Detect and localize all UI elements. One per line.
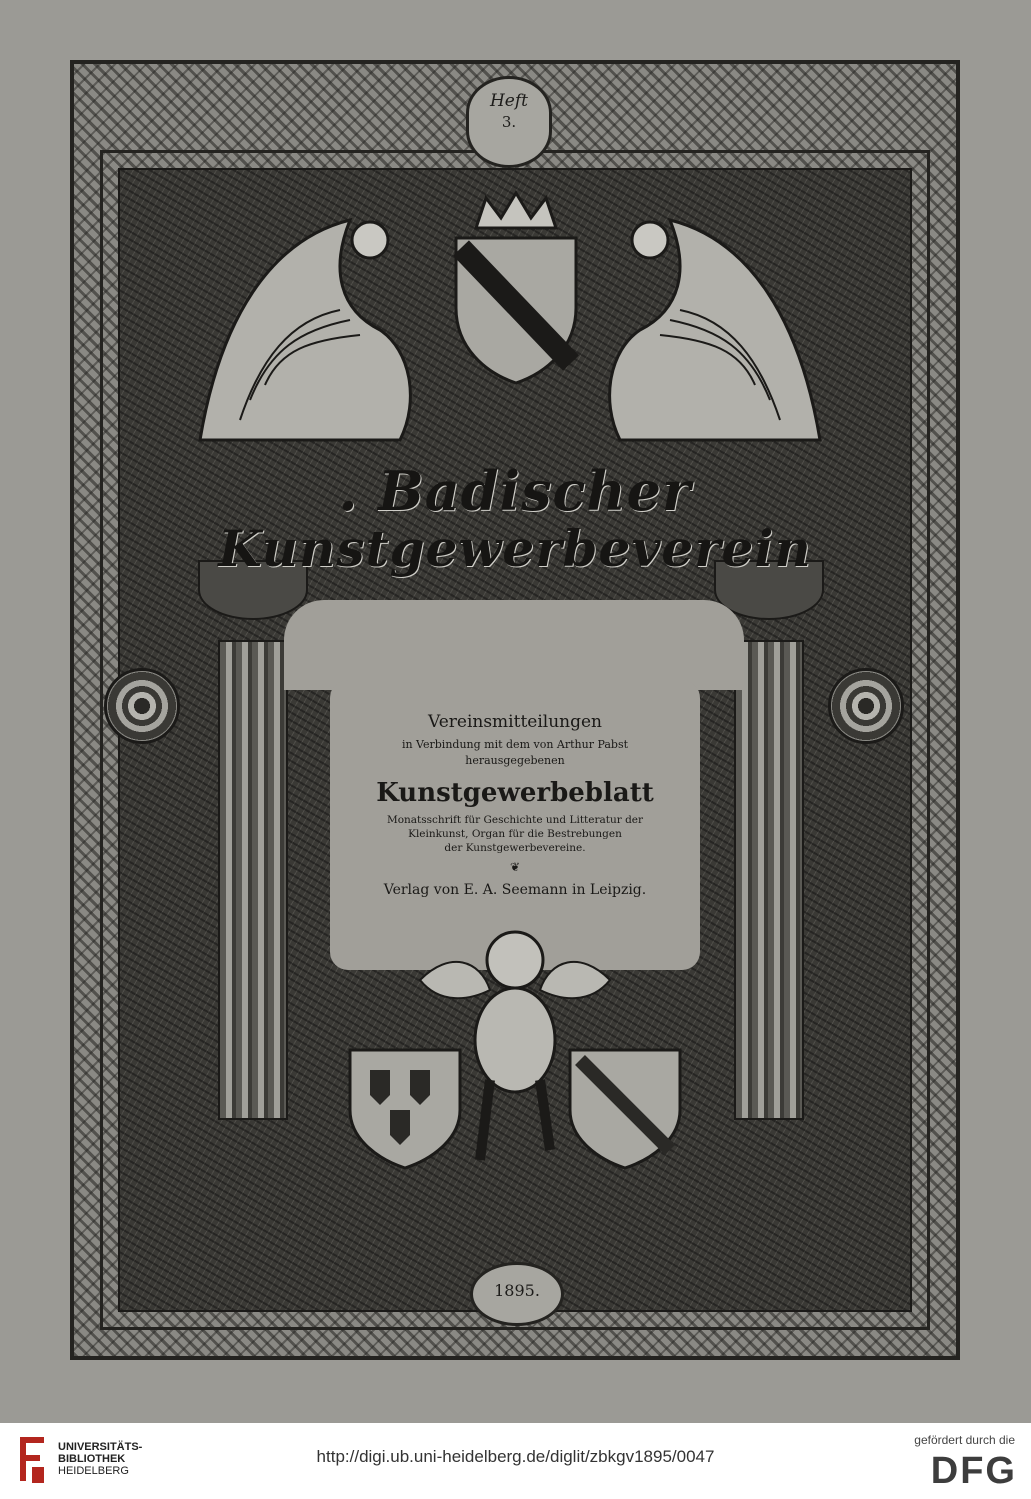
subtitle-line-3: der Kunstgewerbevereine.: [444, 842, 586, 854]
year-cartouche: [470, 1262, 564, 1326]
vereinsmitteilungen: Vereinsmitteilungen: [427, 712, 603, 732]
viewer-footer: [0, 1423, 1031, 1499]
right-griffin-illustration: [580, 200, 840, 460]
permalink-url[interactable]: http://digi.ub.uni-heidelberg.de/diglit/zbkgv1895/0047: [316, 1447, 715, 1466]
left-rosette: [104, 668, 180, 744]
title-line-2: Kunstgewerbeverein: [218, 519, 812, 578]
kunstgewerbeblatt-title: Kunstgewerbeblatt: [376, 778, 654, 808]
publication-year: 1895.: [494, 1281, 540, 1300]
funding-caption: gefördert durch die: [914, 1433, 1015, 1447]
cover-title: [200, 459, 830, 592]
title-line-1: . Badischer: [338, 459, 692, 523]
subtitle-line-2: Kleinkunst, Organ für die Bestrebungen: [408, 828, 622, 840]
publisher-line: Verlag von E. A. Seemann in Leipzig.: [383, 882, 647, 898]
right-heraldic-shield: [560, 1040, 690, 1170]
scroll-banner-top: [284, 600, 744, 690]
library-name-line-1: UNIVERSITÄTS-: [58, 1441, 143, 1453]
left-column: [218, 640, 288, 1120]
library-name-line-3: HEIDELBERG: [58, 1465, 129, 1477]
baden-coat-of-arms: [436, 188, 596, 388]
fleuron-ornament: ❦: [509, 860, 521, 874]
herausgegebenen-line: herausgegebenen: [465, 754, 565, 767]
verbindung-line: in Verbindung mit dem von Arthur Pabst: [401, 738, 629, 751]
left-heraldic-shield: [340, 1040, 470, 1170]
library-name-line-2: BIBLIOTHEK: [58, 1453, 126, 1465]
issue-cartouche: [466, 76, 552, 168]
issue-number: 3.: [501, 113, 517, 131]
right-rosette: [828, 668, 904, 744]
subtitle-line-1: Monatsschrift für Geschichte und Litteratur der: [386, 814, 644, 826]
left-griffin-illustration: [180, 200, 440, 460]
right-column: [734, 640, 804, 1120]
issue-label: Heft: [489, 91, 528, 111]
dfg-logo[interactable]: DFG: [930, 1450, 1017, 1492]
